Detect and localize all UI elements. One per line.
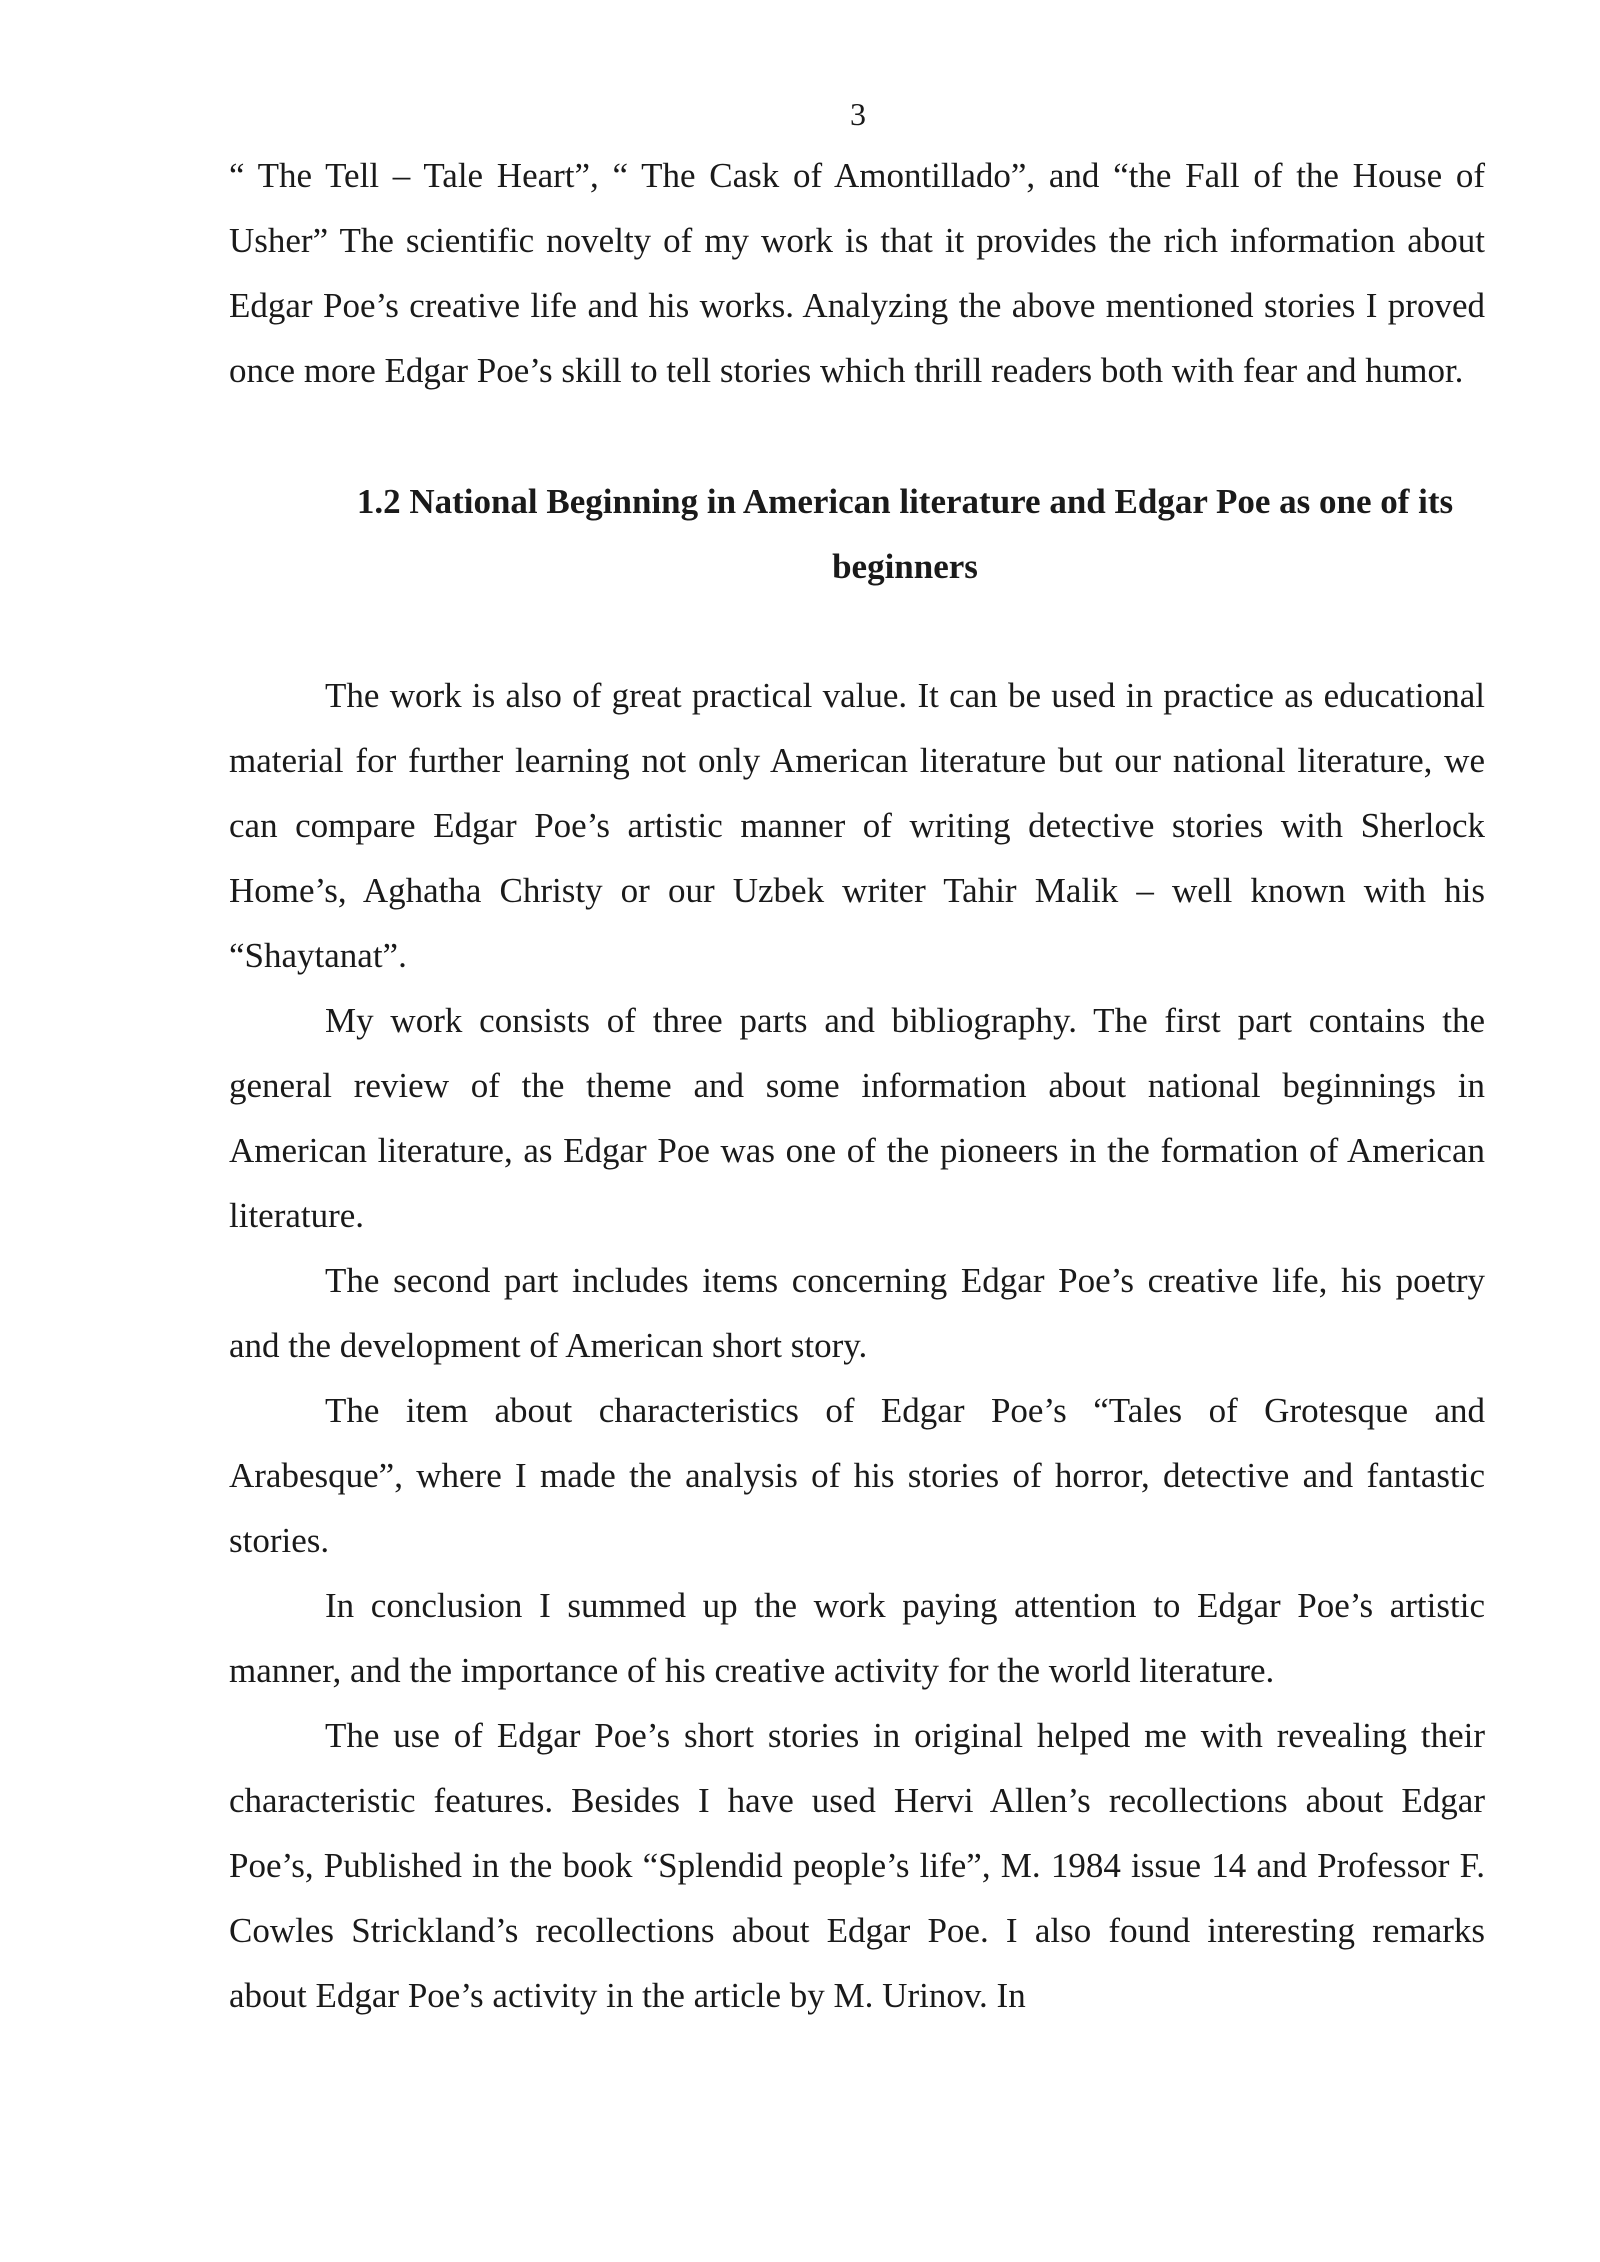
intro-paragraph: “ The Tell – Tale Heart”, “ The Cask of Amontillado”, and “the Fall of the House of Usher” The scientific novelty of my work is that it provides the rich information about Edgar Poe’s creative life and his works. Analyzing the above mentioned stories I proved once more Edgar Poe’s skill to tell stories which thrill readers both with fear and humor. [229,156,1485,390]
paragraph-tales-item: The item about characteristics of Edgar Poe’s “Tales of Grotesque and Arabesque”, where I made the analysis of his stories of horror, detective and fantastic stories. [229,1391,1485,1560]
paragraph-conclusion: In conclusion I summed up the work paying attention to Edgar Poe’s artistic manner, and the importance of his creative activity for the world literature. [229,1586,1485,1690]
paragraph-sources: The use of Edgar Poe’s short stories in original helped me with revealing their characteristic features. Besides I have used Hervi Allen’s recollections about Edgar Poe’s, Published in the book “Splendid people’s life”, M. 1984 issue 14 and Professor F. Cowles Strickland’s recollections about Edgar Poe. I also found interesting remarks about Edgar Poe’s activity in the article by M. Urinov. In [229,1716,1485,2015]
paragraph-practical-value: The work is also of great practical value. It can be used in practice as educational material for further learning not only American literature but our national literature, we can compare Edgar Poe’s artistic manner of writing detective stories with Sherlock Home’s, Aghatha Christy or our Uzbek writer Tahir Malik – well known with his “Shaytanat”. [229,676,1485,975]
page-number: 3 [850,96,866,132]
section-heading: 1.2 National Beginning in American literature and Edgar Poe as one of its beginners [356,482,1454,586]
paragraph-structure: My work consists of three parts and bibliography. The first part contains the general review of the theme and some information about national beginnings in American literature, as Edgar Poe was one of the pioneers in the formation of American literature. [229,1001,1485,1235]
page-body [229,143,1485,2028]
paragraph-second-part: The second part includes items concerning Edgar Poe’s creative life, his poetry and the development of American short story. [229,1261,1485,1365]
